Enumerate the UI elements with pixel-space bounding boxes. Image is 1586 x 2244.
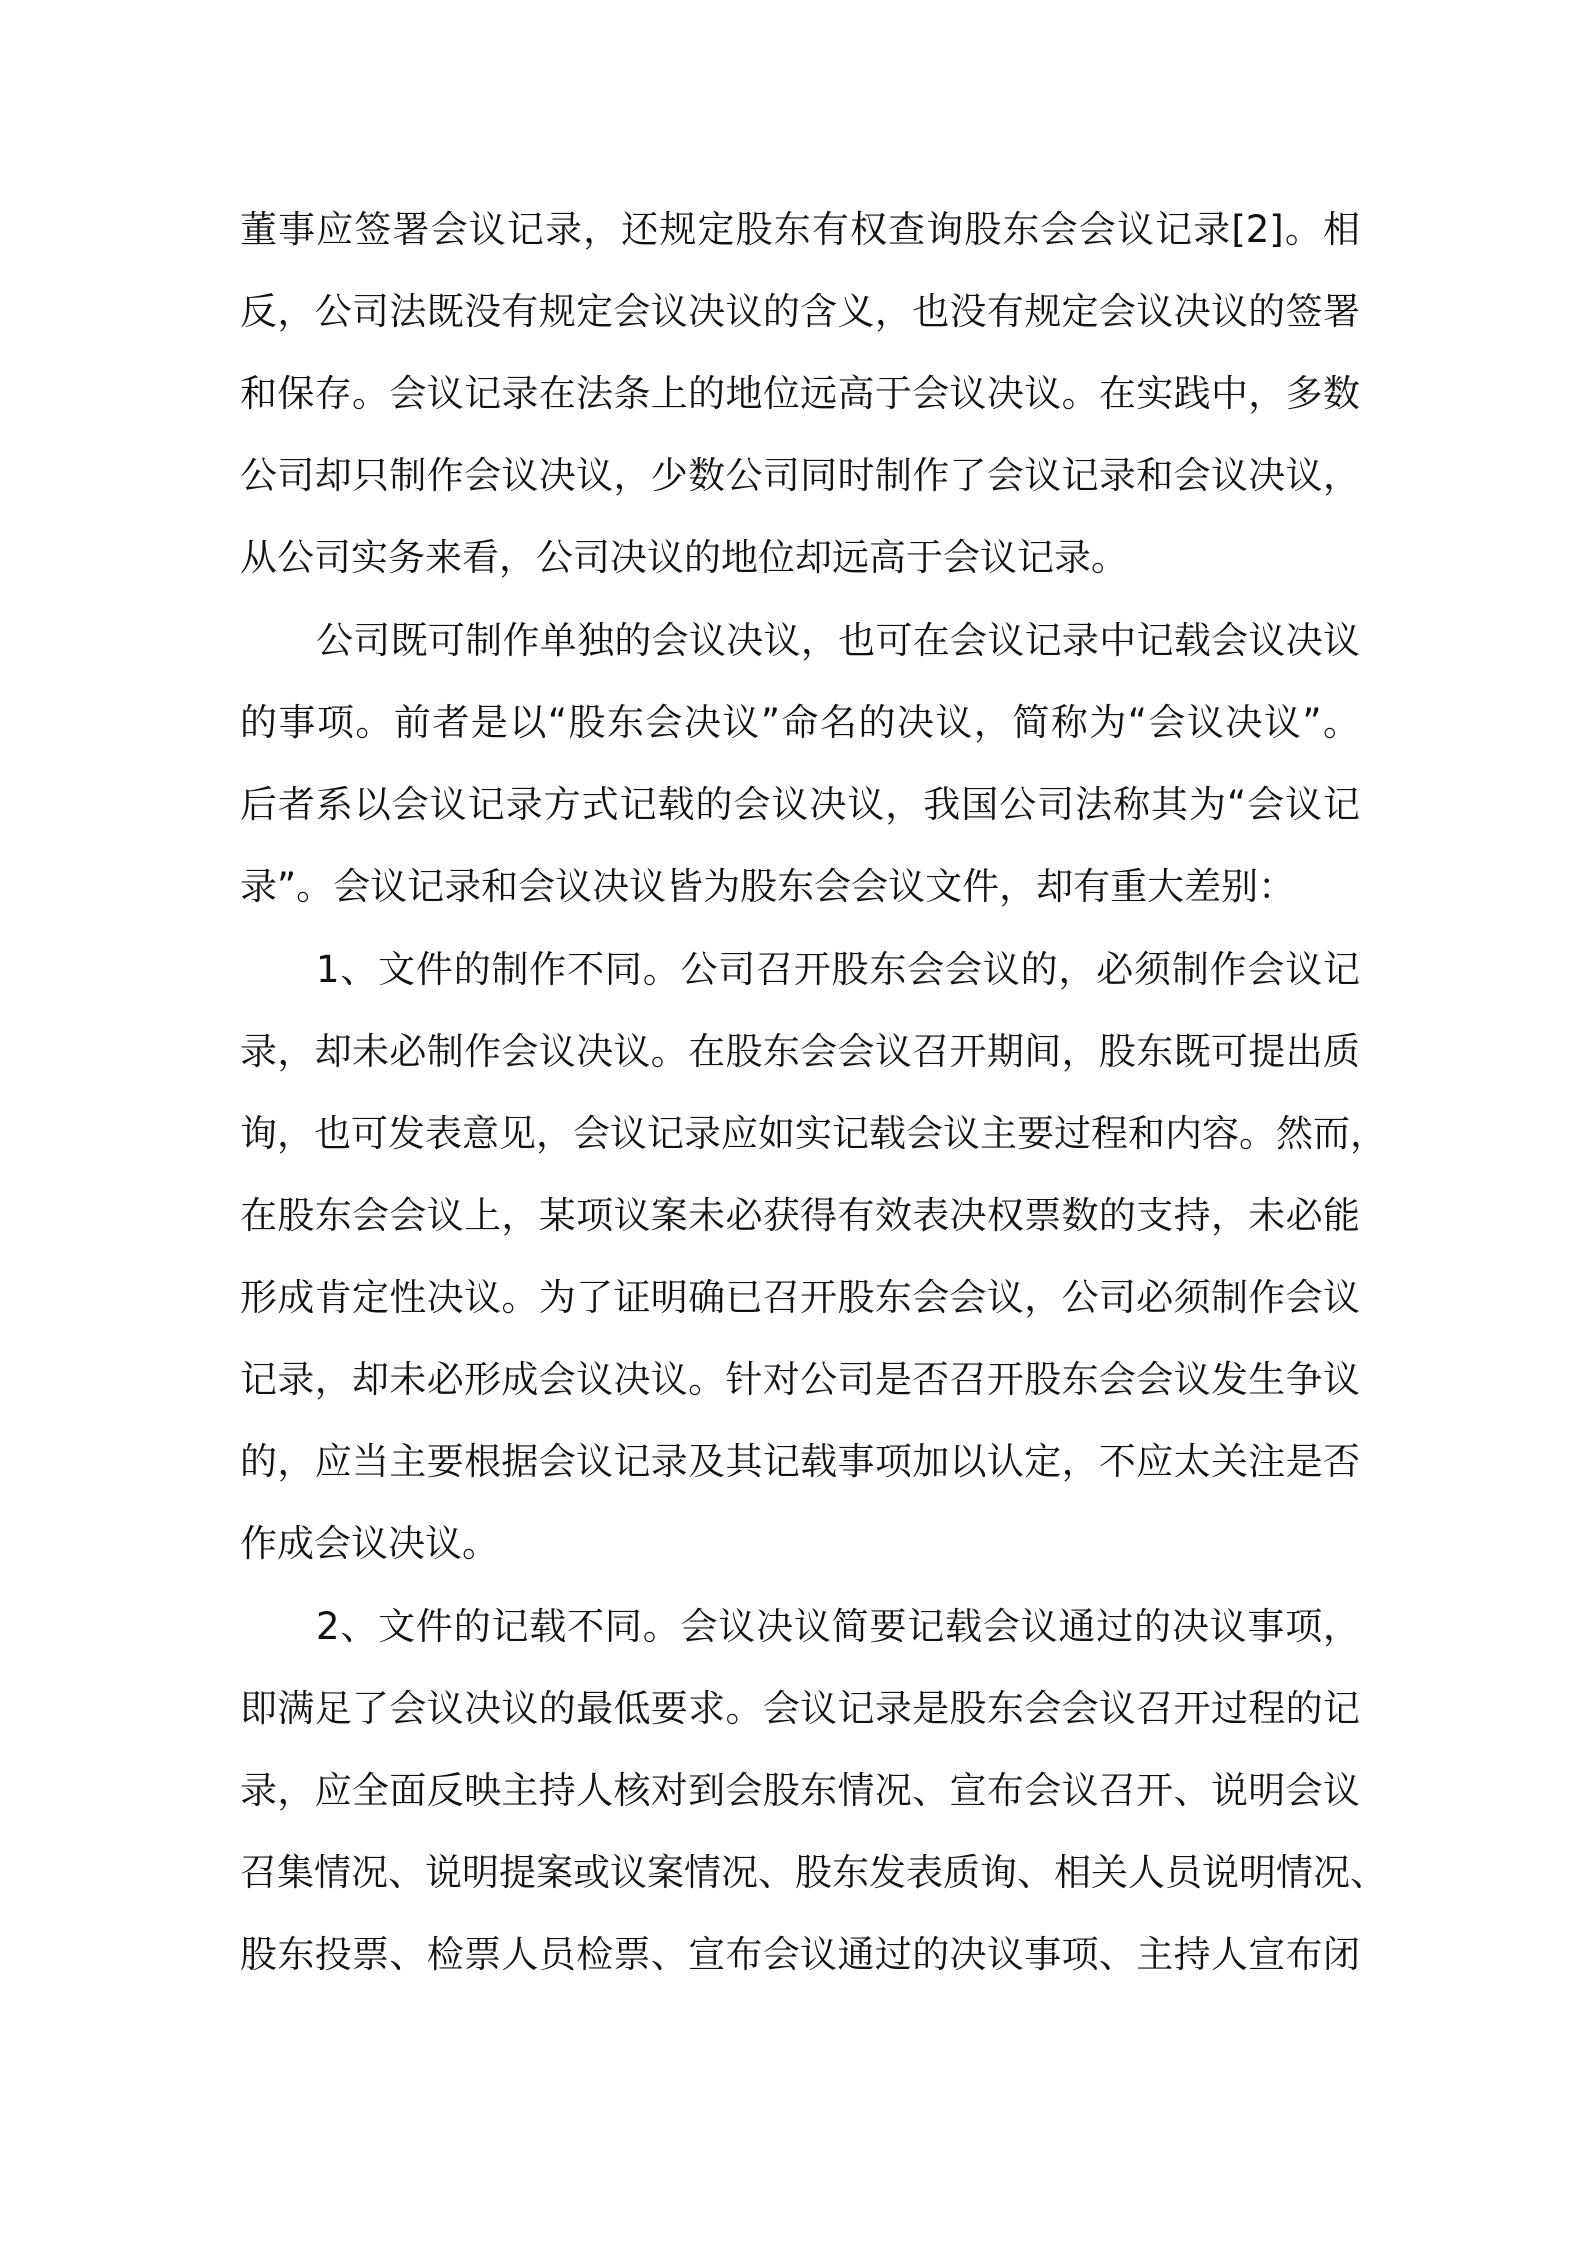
- text-line: 录”。会议记录和会议决议皆为股东会会议文件，却有重大差别：: [240, 865, 1296, 908]
- paragraph-first-line: 1、文件的制作不同。公司召开股东会会议的，必须制作会议记: [316, 948, 1360, 991]
- text-line: 录，应全面反映主持人核对到会股东情况、宣布会议召开、说明会议: [240, 1769, 1360, 1812]
- text-line: 从公司实务来看，公司决议的地位却远高于会议记录。: [240, 536, 1128, 579]
- text-line: 后者系以会议记录方式记载的会议决议，我国公司法称其为“会议记: [240, 783, 1360, 826]
- text-line: 作成会议决议。: [240, 1522, 499, 1565]
- text-line: 即满足了会议决议的最低要求。会议记录是股东会会议召开过程的记: [240, 1687, 1360, 1730]
- text-line: 董事应签署会议记录，还规定股东有权查询股东会会议记录[2]。相: [240, 208, 1360, 251]
- paragraph-first-line: 公司既可制作单独的会议决议，也可在会议记录中记载会议决议: [316, 619, 1360, 662]
- text-line: 召集情况、说明提案或议案情况、股东发表质询、相关人员说明情况、: [240, 1851, 1387, 1894]
- text-line: 的事项。前者是以“股东会决议”命名的决议，简称为“会议决议”。: [240, 701, 1360, 744]
- text-line: 股东投票、检票人员检票、宣布会议通过的决议事项、主持人宣布闭: [240, 1933, 1360, 1976]
- text-line: 和保存。会议记录在法条上的地位远高于会议决议。在实践中，多数: [240, 372, 1360, 415]
- text-line: 反，公司法既没有规定会议决议的含义，也没有规定会议决议的签署: [240, 290, 1360, 333]
- text-line: 的，应当主要根据会议记录及其记载事项加以认定，不应太关注是否: [240, 1440, 1360, 1483]
- text-line: 公司却只制作会议决议，少数公司同时制作了会议记录和会议决议，: [240, 454, 1360, 497]
- text-line: 询，也可发表意见，会议记录应如实记载会议主要过程和内容。然而，: [240, 1112, 1387, 1155]
- text-line: 在股东会会议上，某项议案未必获得有效表决权票数的支持，未必能: [240, 1194, 1360, 1237]
- text-line: 记录，却未必形成会议决议。针对公司是否召开股东会会议发生争议: [240, 1358, 1360, 1401]
- text-line: 录，却未必制作会议决议。在股东会会议召开期间，股东既可提出质: [240, 1030, 1360, 1073]
- text-line: 形成肯定性决议。为了证明确已召开股东会会议，公司必须制作会议: [240, 1276, 1360, 1319]
- paragraph-first-line: 2、文件的记载不同。会议决议简要记载会议通过的决议事项，: [316, 1605, 1360, 1648]
